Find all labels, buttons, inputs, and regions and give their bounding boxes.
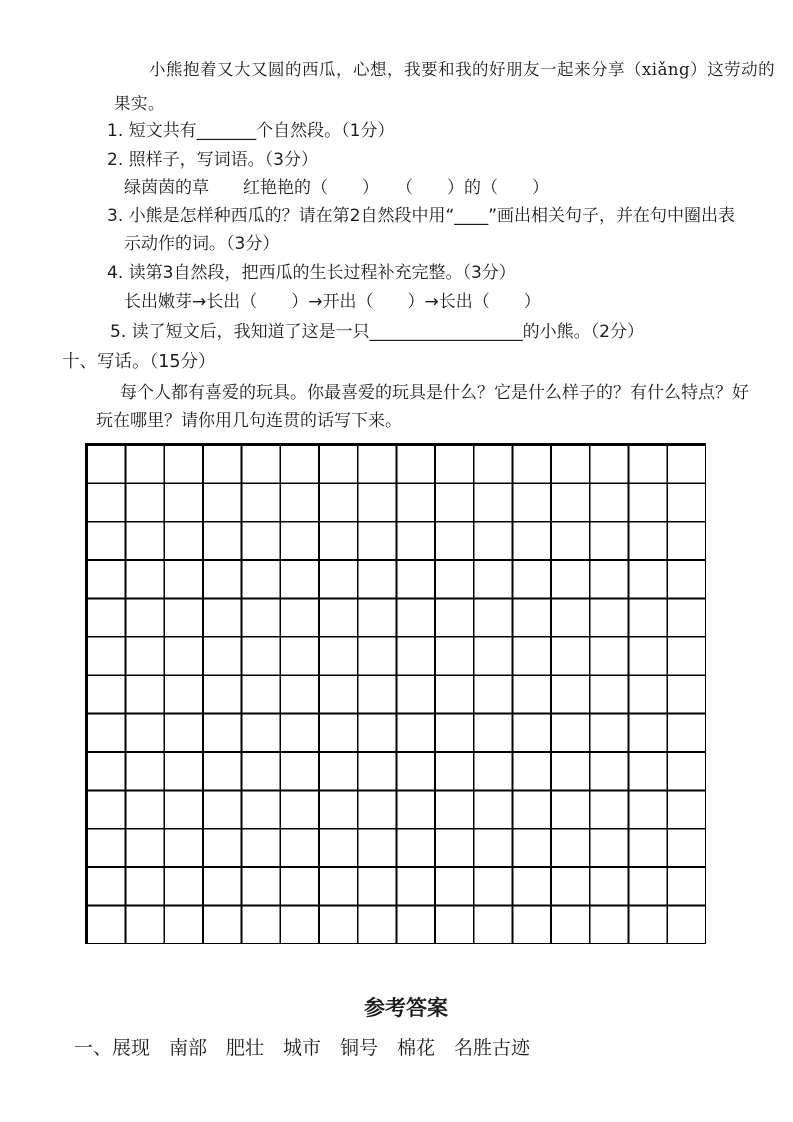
passage-line-2: 果实。: [114, 94, 165, 113]
section-ten-heading: 十、写话。（15分）: [62, 352, 216, 372]
question-4: 4. 读第3自然段，把西瓜的生长过程补充完整。（3分）: [107, 263, 516, 283]
writing-prompt-line-2: 玩在哪里？请你用几句连贯的话写下来。: [96, 411, 402, 431]
writing-grid: [85, 443, 706, 944]
question-5: 5. 读了短文后，我知道了这是一只__________________的小熊。（2分）: [110, 322, 644, 342]
answer-key-heading: 参考答案: [364, 996, 448, 1020]
question-3-line-2: 示动作的词。（3分）: [124, 234, 280, 254]
passage-line-1: 小熊抱着又大又圆的西瓜，心想，我要和我的好朋友一起来分享（xiǎng）这劳动的: [149, 60, 776, 79]
writing-prompt-line-1: 每个人都有喜爱的玩具。你最喜爱的玩具是什么？它是什么样子的？有什么特点？好: [120, 383, 749, 403]
question-3-line-1: 3. 小熊是怎样种西瓜的？请在第2自然段中用“____”画出相关句子，并在句中圈出表: [107, 206, 736, 226]
question-2-example: 绿茵茵的草 红艳艳的（ ） （ ）的（ ）: [124, 178, 549, 198]
question-1: 1. 短文共有_______个自然段。（1分）: [107, 121, 395, 141]
question-2: 2. 照样子，写词语。（3分）: [107, 150, 318, 170]
answer-key-line-1: 一、展现 南部 肥壮 城市 铜号 棉花 名胜古迹: [74, 1037, 531, 1059]
question-4-sequence: 长出嫩芽→长出（ ）→开出（ ）→长出（ ）: [124, 292, 541, 312]
